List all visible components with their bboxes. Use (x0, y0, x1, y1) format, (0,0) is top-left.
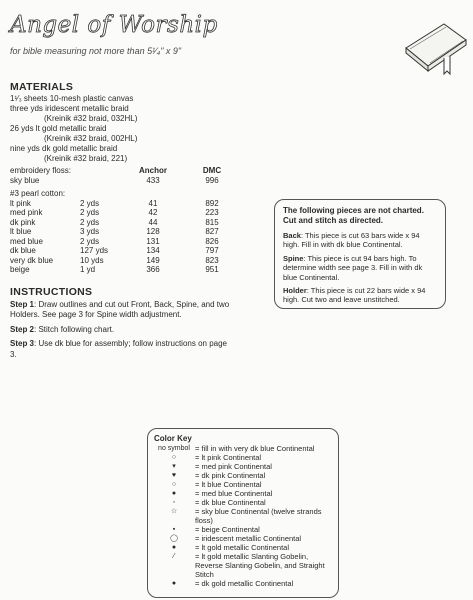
instructions-section (10, 287, 232, 364)
key-row (154, 579, 332, 588)
key-text: = lt pink Continental (195, 453, 262, 462)
page-title: Angel of Worship (10, 12, 218, 38)
key-row (154, 453, 332, 462)
anchor-number: 42 (148, 208, 158, 217)
anchor-number: 134 (146, 246, 160, 255)
step-label: Step 1 (10, 299, 35, 309)
key-symbol: ○ (171, 454, 177, 461)
key-row (154, 480, 332, 489)
note-item-label: Back (283, 231, 301, 240)
key-symbol: ● (171, 490, 177, 497)
anchor-number: 44 (148, 217, 158, 227)
uncharted-pieces-box (274, 199, 446, 309)
key-row (154, 543, 332, 552)
anchor-number: 128 (146, 227, 160, 236)
note-item-text: : This piece is cut 94 bars high. To determine width see page 3. Fill in with dk blue Continental. (283, 253, 423, 282)
instruction-step (10, 339, 232, 360)
anchor-number: 41 (148, 198, 158, 208)
note-item-text: : This piece is cut 22 bars wide x 94 high. Cut two and leave unstitched. (283, 286, 426, 305)
floss-row (10, 256, 250, 266)
key-symbol: ▪ (172, 526, 176, 533)
floss-row (10, 227, 250, 237)
key-text: = lt blue Continental (195, 480, 262, 489)
note-item (283, 231, 437, 250)
note-item-label: Holder (283, 286, 307, 296)
key-symbol: ● (171, 580, 177, 587)
key-symbol: ♥ (171, 472, 177, 479)
key-text: = fill in with very dk blue Continental (195, 444, 315, 453)
floss-table (10, 166, 250, 275)
key-symbol: ▾ (172, 463, 176, 470)
floss-length: 2 yds (80, 208, 100, 217)
key-symbol: no symbol (158, 445, 190, 452)
floss-row (10, 265, 250, 275)
key-row (154, 471, 332, 480)
key-row (154, 489, 332, 498)
floss-row (10, 237, 250, 247)
floss-length: 3 yds (80, 227, 100, 236)
floss-color-name: med pink (10, 208, 43, 217)
floss-label: embroidery floss: (10, 166, 71, 175)
step-text: : Draw outlines and cut out Front, Back, Spine, and two Holders. See page 3 for Spine width adjustment. (10, 299, 230, 319)
floss-color-name: sky blue (10, 175, 40, 185)
bible-cover-illustration (400, 16, 470, 78)
color-key-heading: Color Key (154, 434, 192, 443)
key-text: = dk blue Continental (195, 498, 266, 507)
dmc-number: 951 (205, 265, 219, 274)
note-item-text: : This piece is cut 63 bars wide x 94 high. Fill in with dk blue Continental. (283, 231, 420, 250)
anchor-column-header: Anchor (139, 166, 167, 175)
key-text: = dk pink Continental (195, 471, 266, 480)
floss-length: 2 yds (80, 198, 100, 208)
instructions-heading: INSTRUCTIONS (10, 286, 93, 298)
anchor-number: 433 (146, 175, 160, 185)
key-text: = dk gold metallic Continental (195, 579, 294, 588)
dmc-number: 996 (205, 175, 219, 185)
step-text: : Stitch following chart. (34, 324, 115, 334)
anchor-number: 131 (146, 236, 160, 246)
dmc-number: 826 (205, 236, 219, 246)
key-symbol: ○ (171, 481, 177, 488)
key-row (154, 498, 332, 507)
dmc-number: 815 (205, 217, 219, 227)
floss-row (10, 218, 250, 228)
color-key-box (147, 428, 339, 598)
key-row (154, 507, 332, 525)
floss-color-name: lt pink (10, 198, 31, 208)
key-symbol: ◦ (172, 499, 176, 506)
key-row (154, 534, 332, 543)
floss-color-name: dk pink (10, 217, 36, 227)
floss-row (10, 208, 250, 218)
key-text: = sky blue Continental (twelve strands floss) (195, 507, 322, 525)
dmc-number: 823 (205, 255, 219, 265)
floss-length: 10 yds (80, 255, 104, 265)
key-row (154, 462, 332, 471)
key-text: = beige Continental (195, 525, 260, 534)
note-item (283, 254, 437, 282)
materials-heading: MATERIALS (10, 81, 74, 93)
step-label: Step 2 (10, 324, 35, 334)
bible-size-note: for bible measuring not more than 5¹⁄₄" x 9" (10, 46, 182, 56)
floss-length: 2 yds (80, 236, 100, 246)
note-item-label: Spine (283, 253, 304, 263)
floss-length: 2 yds (80, 217, 100, 227)
key-text: = med blue Continental (195, 489, 273, 498)
note-heading: The following pieces are not charted. Cut and stitch as directed. (283, 206, 424, 225)
material-line: (Kreinik #32 braid, 221) (44, 154, 128, 163)
material-line: 1¹⁄₃ sheets 10-mesh plastic canvas (10, 94, 134, 103)
key-symbol: ⁄ (173, 553, 175, 560)
material-line: (Kreinik #32 braid, 002HL) (44, 134, 138, 143)
material-line: nine yds dk gold metallic braid (10, 144, 118, 153)
dmc-column-header: DMC (202, 166, 222, 175)
instruction-step (10, 300, 232, 321)
step-text: : Use dk blue for assembly; follow instructions on page 3. (10, 339, 227, 359)
material-line: three yds iridescent metallic braid (10, 104, 129, 113)
key-symbol: ☆ (170, 508, 178, 515)
anchor-number: 149 (146, 255, 160, 265)
dmc-number: 797 (205, 246, 219, 255)
material-line: (Kreinik #32 braid, 032HL) (44, 114, 138, 123)
step-label: Step 3 (10, 339, 35, 348)
dmc-number: 223 (205, 208, 219, 217)
pearl-cotton-label: #3 pearl cotton: (10, 189, 66, 198)
floss-row (10, 246, 250, 256)
floss-color-name: dk blue (10, 246, 36, 255)
floss-length: 1 yd (80, 265, 96, 274)
note-item (283, 286, 437, 305)
key-symbol: ● (171, 544, 177, 551)
key-row (154, 552, 332, 579)
floss-color-name: beige (10, 265, 30, 274)
key-symbol: ◯ (170, 535, 178, 542)
key-text: = lt gold metallic Slanting Gobelin, Reverse Slanting Gobelin, and Straight Stitch (195, 552, 325, 579)
key-text: = iridescent metallic Continental (195, 534, 302, 543)
floss-length: 127 yds (80, 246, 109, 255)
material-line: 26 yds lt gold metallic braid (10, 124, 107, 133)
key-row (154, 525, 332, 534)
dmc-number: 892 (205, 198, 219, 208)
key-text: = med pink Continental (195, 462, 272, 471)
floss-color-name: very dk blue (10, 255, 54, 265)
key-row (154, 444, 332, 453)
floss-color-name: lt blue (10, 227, 32, 236)
materials-section (10, 82, 270, 164)
key-text: = lt gold metallic Continental (195, 543, 290, 552)
instruction-step (10, 325, 232, 336)
floss-color-name: med blue (10, 236, 43, 246)
anchor-number: 366 (146, 265, 160, 274)
dmc-number: 827 (205, 227, 219, 236)
floss-row (10, 199, 250, 209)
